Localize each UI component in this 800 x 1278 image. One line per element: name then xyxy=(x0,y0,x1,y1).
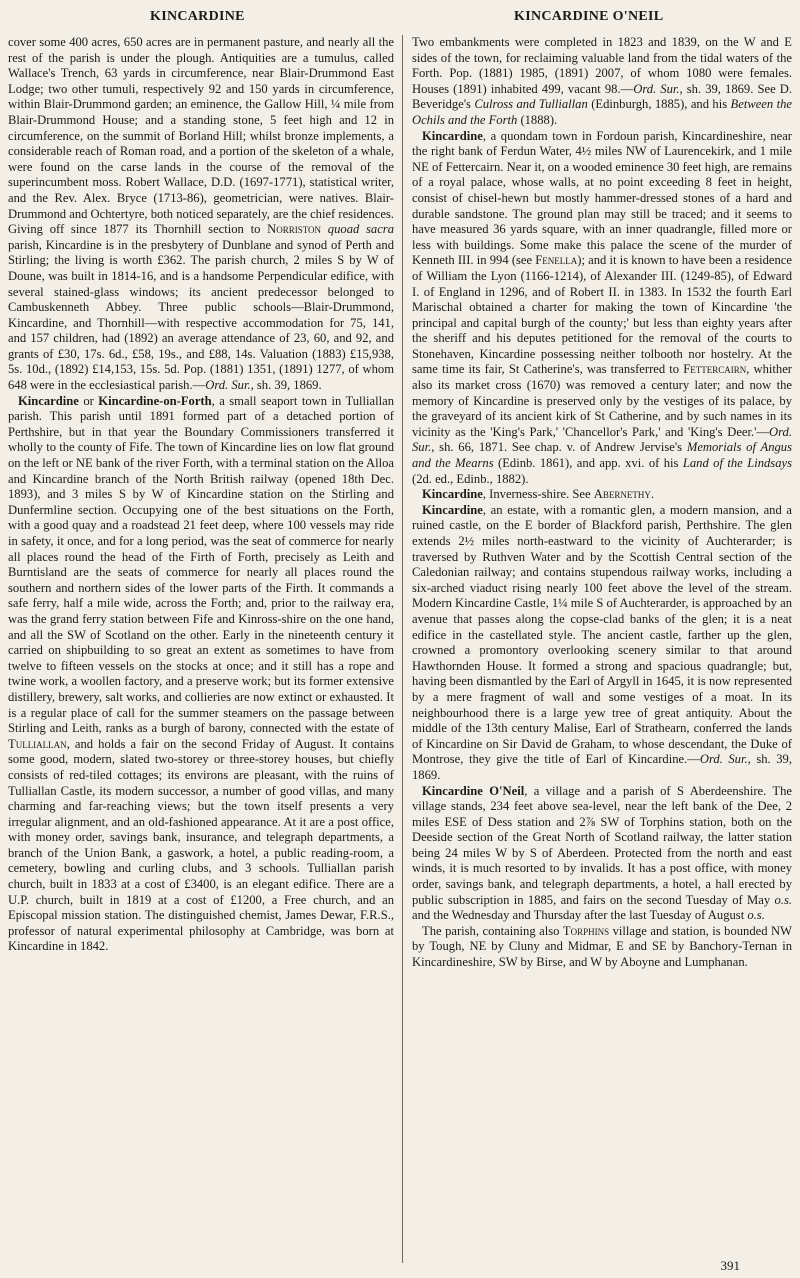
entry-kincardine-oneil: Kincardine O'Neil, a village and a parish of S Aberdeenshire. The village stands, 234 feet above sea-level, near the left bank of the Dee, 2 miles ESE of Dess station and 2⅞ SW of Torphins station, both on the Deeside section of the Great North of Scotland railway, the latter station being 24 miles W by S of Aberdeen. Protected from the north and east winds, it is much resorted to by invalids. It has a post office, with money order, savings bank, and telegraph departments, a hotel, a hall erected by public subscription in 1885, and fairs on the second Tuesday of May o.s. and the Wednesday and Thursday after the last Tuesday of August o.s. xyxy=(412,783,792,923)
entry-kincardine-on-forth: Kincardine or Kincardine-on-Forth, a small seaport town in Tulliallan parish. This parish until 1891 formed part of a detached portion of Perthshire, but in that year the Boundary Commissioners transferred it wholly to the county of Fife. The town of Kincardine lies on low flat ground on the left or NE bank of the river Forth, with a terminal station on the Alloa and Kincardine branch of the North British railway (opened 18th Dec. 1893), and 3 miles S by W of Kincardine station on the Stirling and Dunfermline section. Occupying one of the best situations on the Forth, with a good quay and a roadstead 21 feet deep, where 100 vessels may ride in safety, it once, and for a long period, was the seat of commerce for nearly all places round the head of the Firth of Forth, precisely as Leith and Burntisland are the seats of commerce for nearly all places round the southern and northern sides of the lower parts of the Firth. It commands a safe ferry, half a mile wide, across the Forth; and, prior to the railway era, was the grand ferry station between Fife and Kinross-shire on the one hand, and all the SW of Scotland on the other. Early in the nineteenth century it carried on shipbuilding to so great an extent as sometimes to have from twelve to fifteen vessels on the stocks at once; and it still has a rope and twine work, a woollen factory, and a preserve work; but its former extensive distillery, brewery, salt works, and collieries are now extinct or exhausted. It is a regular place of call for the summer steamers on the passage between Stirling and Leith, ranks as a burgh of barony, connected with the estate of Tulliallan, and holds a fair on the second Friday of August. It contains some good, modern, slated two-storey or three-storey houses, but chiefly consists of red-tiled cottages; its environs are pleasant, with the ruins of Tulliallan Castle, its modern successor, a number of good villas, and many charming and far-reaching views; but the town itself presents a very irregular alignment, and an old-fashioned appearance. At it are a post office, with money order, savings bank, insurance, and telegraph departments, a branch of the Union Bank, a gaswork, a hotel, a public reading-room, a cemetery, bowling and curling clubs, and 3 schools. Tulliallan parish church, built in 1833 at a cost of £3400, is an elegant edifice. There are a U.P. church, built in 1819 at a cost of £1200, a Free church, and an Episcopal mission station. The distinguished chemist, James Dewar, F.R.S., professor of natural experimental philosophy at Cambridge, was born at Kincardine in 1842. xyxy=(8,393,394,954)
paragraph: cover some 400 acres, 650 acres are in permanent pasture, and nearly all the rest of the parish is under the plough. Antiquities are a tumulus, called Wallace's Trench, 63 yards in circumference, near Blair-Drummond East Lodge; two other tumuli, respectively 92 and 150 yards in circumference, within Blair-Drummond garden; an eminence, the Gallow Hill, ¼ mile from Blair-Drummond House; and a standing stone, 5 feet high and 12 in circumference, on the summit of Borland Hill; whilst bronze implements, a considerable reach of Roman road, and a portion of the skeleton of a whale, were found on the carse lands in the course of the removal of the superincumbent moss. Robert Wallace, D.D. (1697-1771), statistical writer, and the Rev. Alex. Bryce (1713-86), geometrician, were natives. Blair-Drummond and Ochtertyre, both noticed separately, are the chief residences. Giving off since 1877 its Thornhill section to Norriston quoad sacra parish, Kincardine is in the presbytery of Dunblane and synod of Perth and Stirling; the living is worth £362. The parish church, 2 miles S by W of Doune, was built in 1814-16, and is a handsome Perpendicular edifice, with several stained-glass windows; its ancient predecessor belonged to Cambuskenneth Abbey. Three public schools—Blair-Drummond, Kincardine, and Thornhill—with respective accommodation for 75, 141, and 157 children, had (1892) an average attendance of 23, 60, and 92, and grants of £30, 17s. 6d., £58, 19s., and £88, 14s. Valuation (1883) £15,938, 5s. 10d., (1892) £14,153, 15s. 5d. Pop. (1881) 1351, (1891) 1277, of whom 648 were in the ecclesiastical parish.—Ord. Sur., sh. 39, 1869. xyxy=(8,35,394,393)
running-header xyxy=(0,9,800,29)
header-right-title: KINCARDINE O'NEIL xyxy=(514,9,664,24)
entry-kincardine-inverness: Kincardine, Inverness-shire. See Abernethy. xyxy=(422,487,654,502)
right-column xyxy=(412,35,792,1265)
entry-kincardine-estate: Kincardine, an estate, with a romantic glen, a modern mansion, and a ruined castle, on the E border of Blackford parish, Perthshire. The glen extends 2½ miles north-eastward to the vicinity of Auchterarder; is traversed by Ruthven Water and by the Scottish Central section of the Caledonian railway; and contains stupendous railway works, including a six-arched viaduct rising nearly 100 feet above the level of the stream. Modern Kincardine Castle, 1¼ mile S of Auchterarder, is approached by an avenue that passes along the copse-clad banks of the glen; it is a neat edifice in the castellated style. The ancient castle, farther up the glen, crowned a promontory overlooking scenery similar to that around Hawthornden House. It formed a strong and spacious quadrangle; but, having been dismantled by the Earl of Argyll in 1645, it is now represented by a mere fragment of wall and some vestiges of a moat. In its neighbourhood there is a large yew tree of great antiquity. About the middle of the 13th century Malise, Earl of Strathearn, conferred the lands of Kincardine on Sir David de Graham, to whose descendant, the Duke of Montrose, they give the title of Earl of Kincardine.—Ord. Sur., sh. 39, 1869. xyxy=(412,502,792,782)
entry-kincardine-fordoun: Kincardine, a quondam town in Fordoun parish, Kincardineshire, near the right bank of Ferdun Water, 4½ miles NW of Laurencekirk, and 1 mile NE of Fettercairn. Near it, on a wooded eminence 30 feet high, are remains of a royal palace, whose walls, at no point exceeding 8 feet in height, consist of chisel-hewn but mostly hammer-dressed stones of a hard and durable sandstone. The ground plan may still be traced; and it seems to have measured 36 yards square, with an inner quadrangle, filled more or less with buildings. Some make this palace the scene of the murder of Kenneth III. in 994 (see Fenella); and it is known to have been a residence of William the Lyon (1166-1214), of Alexander III. (1249-85), of Edward I. of England in 1296, and of Robert II. in 1383. In 1532 the fourth Earl Marischal obtained a charter for making the town of Kincardine 'the principal and capital burgh of the county;' but less than eighty years after the sheriff and his deputes petitioned for the removal of the courts to Stonehaven, Kincardine possessing neither tolbooth nor hostelry. At the same time its fair, St Catherine's, was transferred to Fettercairn, whither also its market cross (1670) was removed a century later; and now the memory of Kincardine is preserved only by the vestiges of its palace, by the graveyard of its ancient kirk of St Catherine, and by such names in its vicinity as the 'King's Park,' 'Chancellor's Park,' and 'King's Deer.'—Ord. Sur., sh. 66, 1871. See chap. v. of Andrew Jervise's Memorials of Angus and the Mearns (Edinb. 1861), and app. xvi. of his Land of the Lindsays (2d. ed., Edinb., 1882). xyxy=(412,128,792,486)
page-number: 391 xyxy=(720,1258,740,1273)
left-column xyxy=(8,35,394,1265)
paragraph: Two embankments were completed in 1823 and 1839, on the W and E sides of the town, for reclaiming valuable land from the tidal waters of the Forth. Pop. (1881) 1985, (1891) 2007, of whom 1080 were females. Houses (1891) inhabited 499, vacant 98.—Ord. Sur., sh. 39, 1869. See D. Beveridge's Culross and Tulliallan (Edinburgh, 1885), and his Between the Ochils and the Forth (1888). xyxy=(412,35,792,127)
paragraph: The parish, containing also Torphins village and station, is bounded NW by Tough, NE by Cluny and Midmar, E and SE by Banchory-Ternan in Kincardineshire, SW by Birse, and W by Aboyne and Lumphanan. xyxy=(412,923,792,970)
header-left-title: KINCARDINE xyxy=(150,9,245,24)
column-divider xyxy=(402,35,403,1263)
